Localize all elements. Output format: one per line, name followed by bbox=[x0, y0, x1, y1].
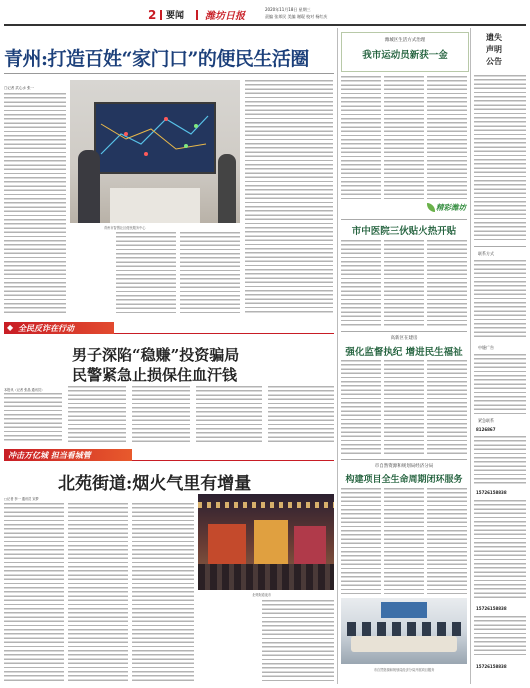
weizhi-kicker: 潍城区生活方式治理 bbox=[384, 38, 426, 43]
column-divider-2 bbox=[470, 28, 471, 684]
beiyuan-body-col-3 bbox=[132, 503, 194, 683]
sanshi-body-col-3 bbox=[427, 240, 467, 328]
beiyuan-photo bbox=[198, 494, 334, 590]
fraud-banner-rule bbox=[114, 333, 334, 334]
fraud-banner-icon: ◆ bbox=[7, 323, 14, 332]
header-rule bbox=[4, 24, 526, 26]
kaifa-photo-caption: 市自然资源和规划局经济分局开展项目服务 bbox=[373, 668, 435, 672]
gaoxin-top-rule bbox=[341, 331, 467, 332]
jingcai-logo-text: 精彩潍坊 bbox=[436, 203, 466, 212]
beiyuan-banner-rule bbox=[132, 460, 334, 461]
page-number: 2 bbox=[148, 8, 157, 22]
ad-rule-1 bbox=[474, 246, 526, 247]
ad-notice-text-2 bbox=[474, 260, 526, 340]
kaifa-headline: 构建项目全生命周期闭环服务 bbox=[345, 475, 463, 485]
kaifa-body-col-1 bbox=[341, 488, 381, 594]
qingzhou-headline: 青州:打造百姓“家门口”的便民生活圈 bbox=[4, 48, 309, 70]
beiyuan-banner-label: 冲击万亿城 担当看城管 bbox=[8, 451, 91, 460]
weizhi-body-col-1 bbox=[341, 76, 381, 200]
fraud-body-col-1 bbox=[4, 393, 62, 443]
beiyuan-photo-caption: 北苑街道夜市 bbox=[252, 593, 272, 597]
ad-phone-2: 15726158838 bbox=[476, 490, 507, 495]
editors-line: 责编 张邦民 美编 谢琨 校对 杨红庆 bbox=[265, 14, 328, 19]
qingzhou-body-col-4 bbox=[245, 80, 333, 315]
ad-column-header bbox=[474, 32, 526, 72]
fraud-banner-label: 全民反诈在行动 bbox=[18, 324, 74, 333]
leaf-icon bbox=[427, 203, 435, 212]
beiyuan-headline: 北苑街道:烟火气里有增量 bbox=[58, 474, 252, 494]
person-silhouette bbox=[78, 150, 100, 223]
ad-item-label-2: 中缝广告 bbox=[478, 345, 494, 350]
weizhi-body-col-2 bbox=[384, 76, 424, 200]
kaifa-body-col-2 bbox=[384, 488, 424, 594]
kaifa-body-col-3 bbox=[427, 488, 467, 594]
qingzhou-byline: □记者 武心水 张一 bbox=[4, 86, 35, 90]
gaoxin-body-col-2 bbox=[384, 360, 424, 456]
weizhi-headline: 我市运动员新获一金 bbox=[362, 50, 448, 61]
date-line: 2020年11月18日 星期三 bbox=[265, 7, 311, 12]
attendees bbox=[347, 622, 461, 636]
beiyuan-body-col-2 bbox=[68, 503, 128, 683]
ad-title-2: 声明 bbox=[486, 44, 502, 54]
fraud-body-col-5 bbox=[268, 386, 334, 443]
crowd bbox=[198, 564, 334, 590]
sanshi-body-col-2 bbox=[384, 240, 424, 328]
qingzhou-photo-caption: 青州市智慧社区便民服务中心 bbox=[104, 226, 146, 230]
fraud-headline-1: 男子深陷“稳赚”投资骗局 bbox=[72, 346, 240, 364]
sanshi-headline: 市中医院三伙贴火热开贴 bbox=[351, 226, 457, 237]
ad-item-label-1: 联系方式 bbox=[478, 251, 494, 256]
fraud-body-col-3 bbox=[132, 386, 190, 443]
ad-phone-3: 15726158838 bbox=[476, 606, 507, 611]
fraud-body-col-2 bbox=[68, 386, 126, 443]
kaifa-photo bbox=[341, 598, 467, 664]
section-name: 要闻 bbox=[166, 11, 185, 21]
header-divider-bar-2 bbox=[196, 10, 198, 20]
ad-notice-text-3 bbox=[474, 354, 526, 414]
sanshi-top-rule bbox=[341, 219, 467, 220]
kaifa-top-rule bbox=[341, 459, 467, 460]
ad-phone-4: 15726158838 bbox=[476, 664, 507, 669]
fraud-headline-2: 民警紧急止损保住血汗钱 bbox=[72, 366, 238, 384]
meeting-table bbox=[351, 636, 457, 652]
beiyuan-body-col-4 bbox=[262, 600, 334, 683]
night-market-lights bbox=[198, 502, 334, 508]
weizhi-box bbox=[341, 32, 469, 72]
gaoxin-body-col-1 bbox=[341, 360, 381, 456]
ad-title-3: 公告 bbox=[486, 56, 502, 66]
kaifa-kicker: 市自然资源和规划局经济分局 bbox=[374, 464, 434, 469]
desk bbox=[110, 188, 200, 223]
ad-phone-1: 8126867 bbox=[476, 427, 496, 432]
gaoxin-kicker: 高新区在建房 bbox=[390, 336, 418, 341]
qingzhou-body-col-1 bbox=[4, 93, 66, 315]
sanshi-body-col-1 bbox=[341, 240, 381, 328]
page-header bbox=[0, 0, 530, 26]
qingzhou-photo bbox=[70, 80, 240, 223]
fraud-byline: 本报讯（记者 张晶 通讯员） bbox=[4, 388, 45, 392]
ad-notice-text-1 bbox=[474, 75, 526, 243]
qingzhou-body-col-2 bbox=[116, 232, 176, 315]
header-divider-bar bbox=[160, 10, 162, 20]
weizhi-body-col-3 bbox=[427, 76, 467, 200]
qingzhou-body-col-3 bbox=[180, 232, 240, 315]
beiyuan-section-banner bbox=[4, 449, 132, 461]
person-silhouette-2 bbox=[218, 154, 236, 223]
fraud-body-col-4 bbox=[196, 386, 262, 443]
market-stall bbox=[208, 524, 246, 564]
gaoxin-headline: 强化监督执纪 增进民生福祉 bbox=[345, 347, 463, 358]
ad-notice-text-5 bbox=[474, 500, 526, 600]
masthead-logo: 潍坊日报 bbox=[205, 11, 245, 22]
gaoxin-body-col-3 bbox=[427, 360, 467, 456]
qingzhou-title-rule bbox=[4, 73, 334, 74]
smart-map-screen bbox=[94, 102, 216, 174]
beiyuan-byline: □记者 李一 通讯员 宋梦 bbox=[4, 497, 39, 501]
market-stall-2 bbox=[254, 520, 288, 564]
column-divider-1 bbox=[337, 28, 338, 684]
ad-item-label-3: 紧急联系 bbox=[478, 418, 494, 423]
ad-notice-text-6 bbox=[474, 616, 526, 656]
ad-notice-text-4 bbox=[474, 436, 526, 484]
beiyuan-body-col-1 bbox=[4, 503, 64, 683]
market-stall-3 bbox=[294, 526, 326, 564]
city-map-graphic bbox=[96, 104, 214, 172]
ad-title-1: 遗失 bbox=[486, 32, 502, 42]
fraud-section-banner bbox=[4, 322, 114, 334]
screen-board bbox=[381, 602, 427, 618]
jingcai-logo-block bbox=[427, 202, 469, 215]
